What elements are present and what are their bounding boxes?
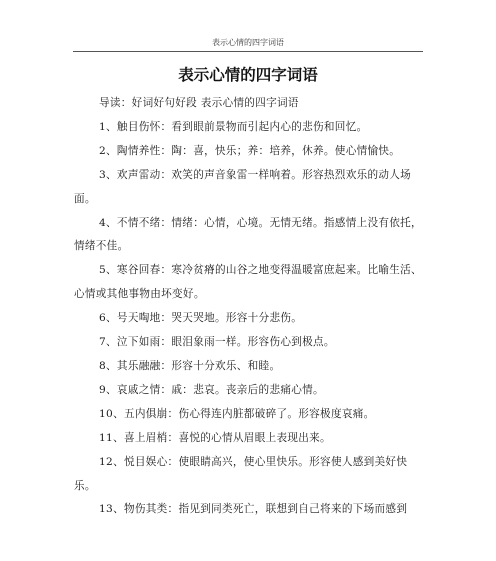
header-divider (73, 51, 423, 52)
list-item: 12、悦目娱心：使眼睛高兴，使心里快乐。形容使人感到美好快乐。 (74, 455, 408, 492)
document-body (74, 92, 426, 522)
list-item: 9、哀戚之情：戚：悲哀。丧亲后的悲痛心情。 (99, 383, 324, 396)
list-item: 11、喜上眉梢：喜悦的心情从眉眼上表现出来。 (99, 431, 331, 444)
document-title: 表示心情的四字词语 (178, 66, 318, 84)
list-item: 10、五内俱崩：伤心得连内脏都破碎了。形容极度哀痛。 (99, 407, 375, 420)
list-item: 5、寒谷回春：寒冷贫瘠的山谷之地变得温暖富庶起来。比喻生活、心情或其他事物由坏变好。 (74, 264, 422, 301)
list-item: 3、欢声雷动：欢笑的声音象雷一样响着。形容热烈欢乐的动人场面。 (74, 168, 412, 205)
list-item: 2、陶情养性：陶：喜，快乐；养：培养，休养。使心情愉快。 (99, 144, 401, 157)
intro-line: 导读：好词好句好段 表示心情的四字词语 (99, 97, 299, 109)
list-item: 8、其乐融融：形容十分欢乐、和睦。 (99, 359, 281, 372)
list-item: 4、不情不绪：情绪：心情，心境。无情无绪。指感情上没有依托，情绪不佳。 (74, 216, 422, 253)
running-header: 表示心情的四字词语 (212, 38, 284, 47)
list-item: 7、泣下如雨：眼泪象雨一样。形容伤心到极点。 (99, 336, 335, 349)
list-item: 6、号天啕地：哭天哭地。形容十分悲伤。 (99, 312, 303, 325)
list-item: 13、物伤其类：指见到同类死亡，联想到自己将来的下场而感到 (99, 503, 408, 516)
list-item: 1、触目伤怀：看到眼前景物而引起内心的悲伤和回忆。 (99, 120, 368, 133)
